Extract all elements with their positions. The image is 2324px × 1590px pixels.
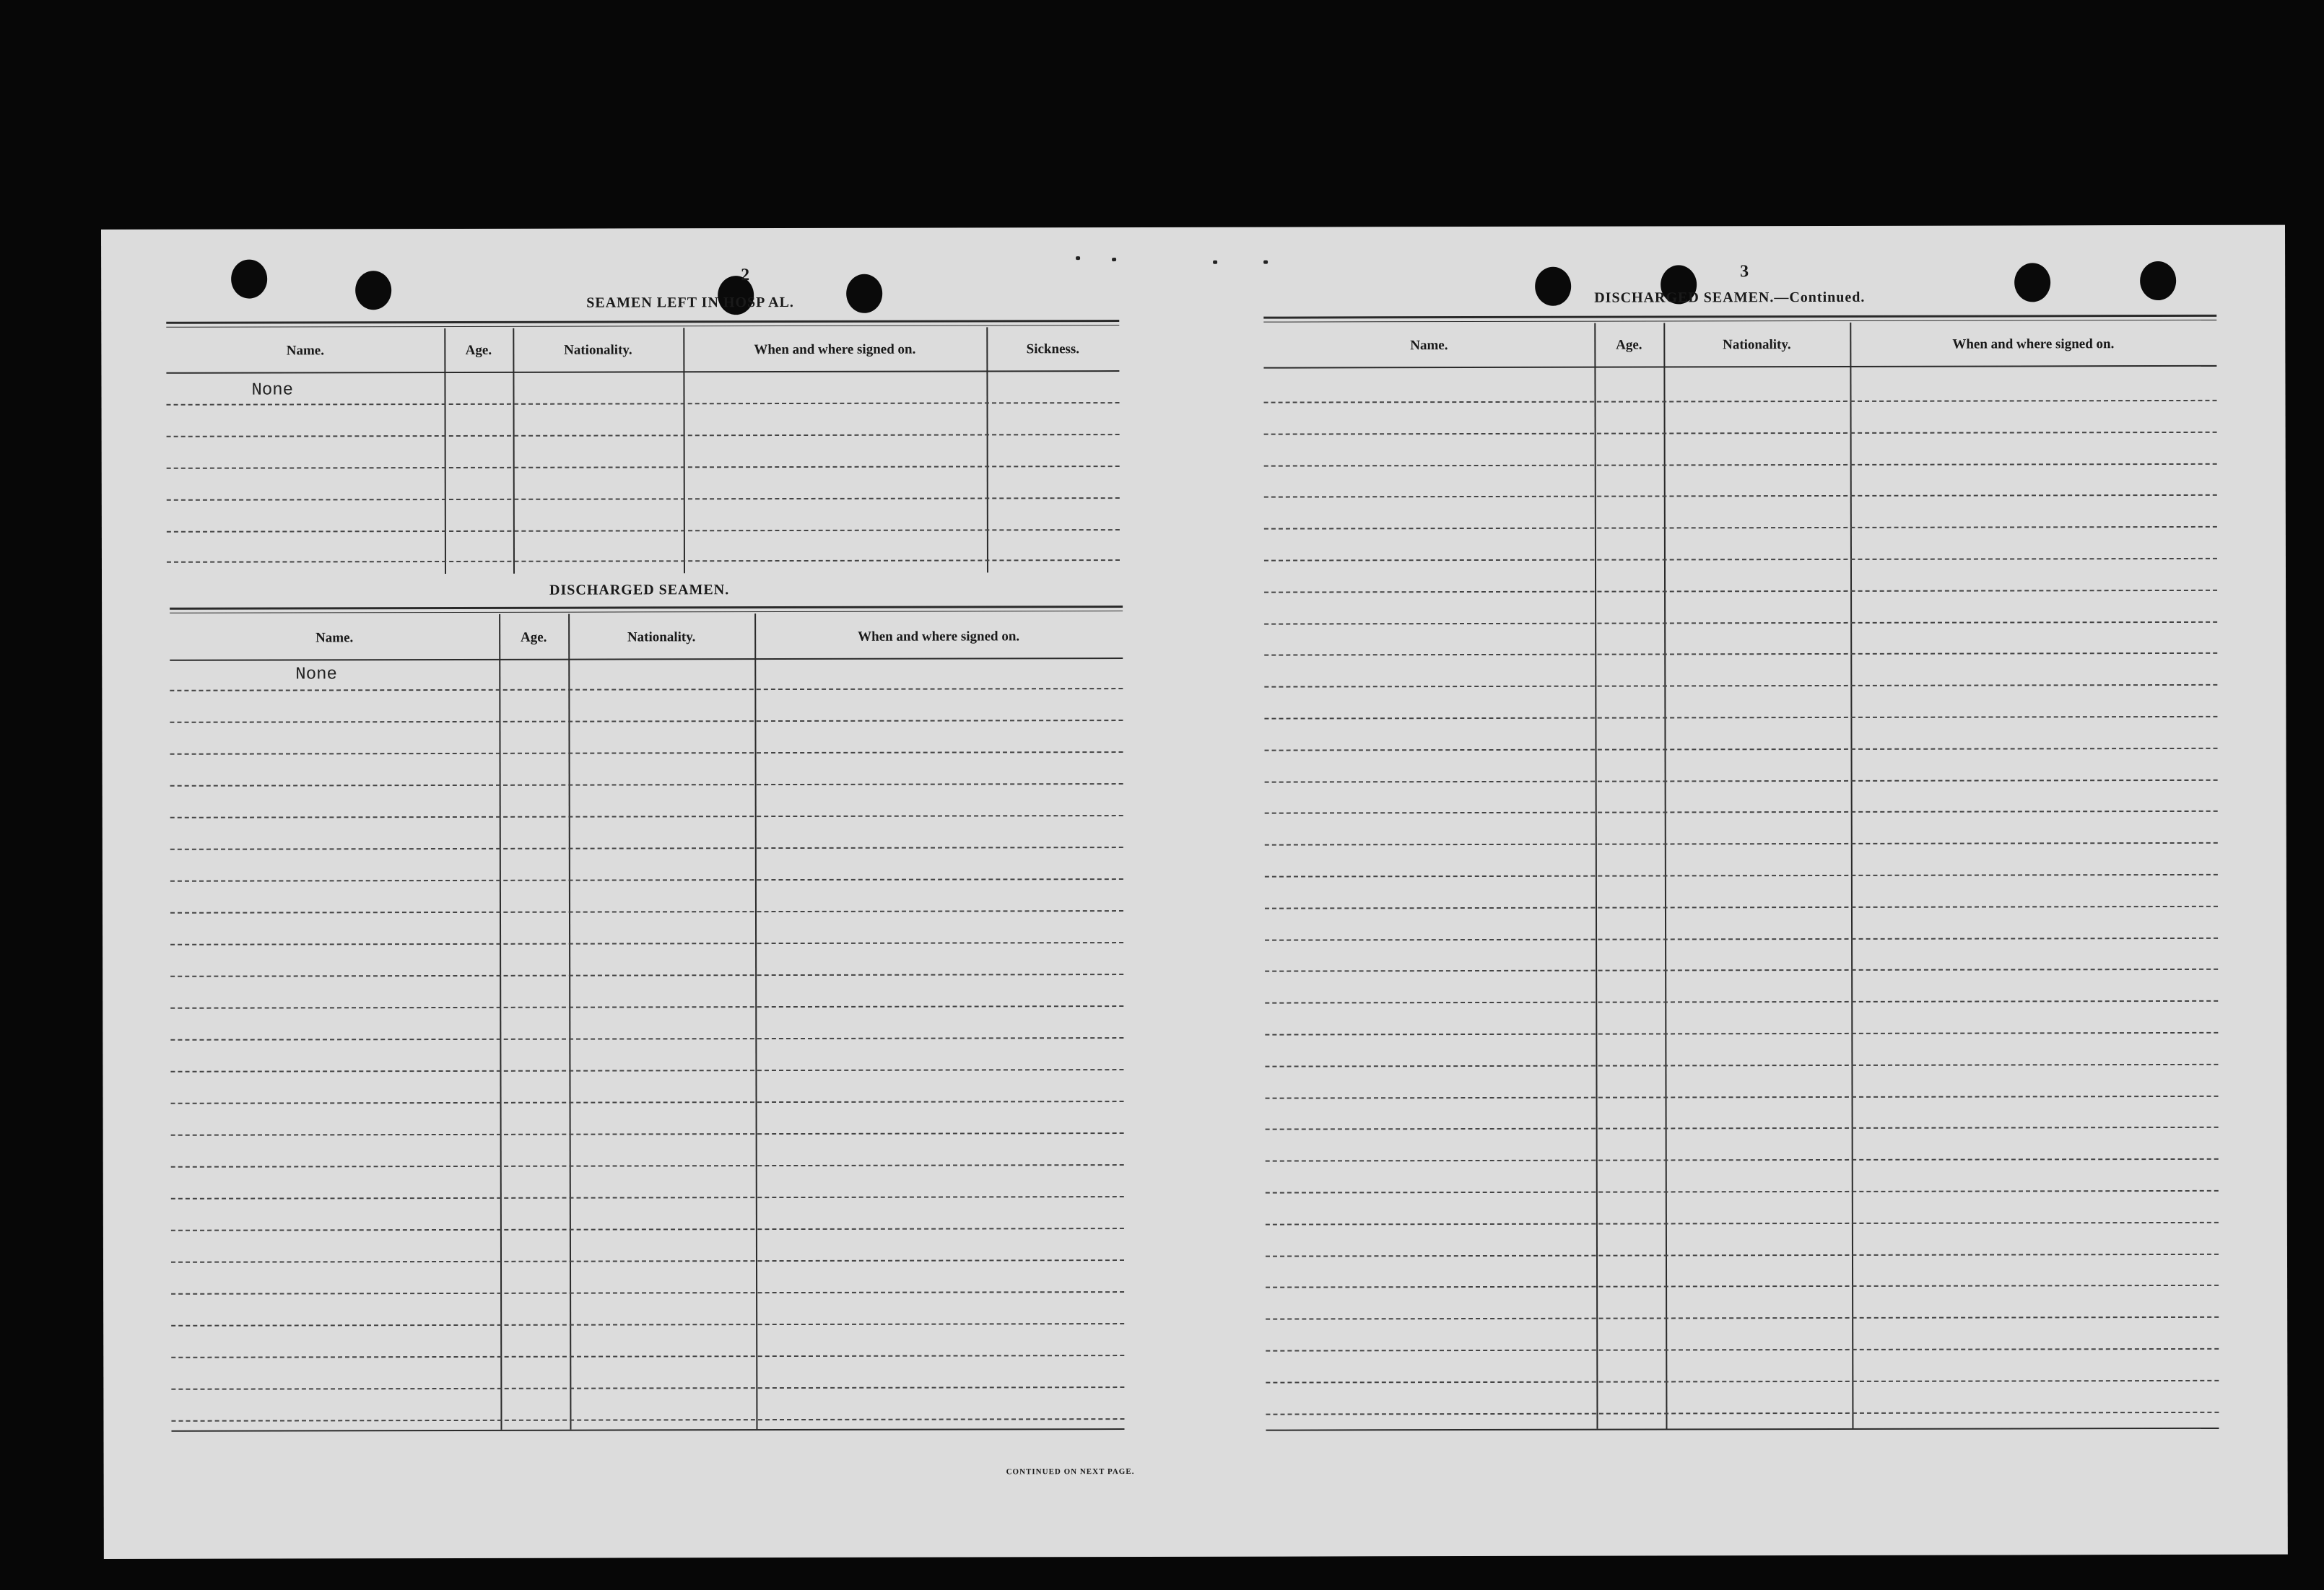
col-age: Age. — [465, 342, 492, 358]
discharged-top-rule — [170, 606, 1123, 610]
row-line — [171, 1228, 1124, 1231]
row-line — [1266, 1158, 2219, 1162]
col-nationality: Nationality. — [627, 629, 696, 645]
row-line — [1266, 1253, 2219, 1257]
row-line — [1265, 906, 2218, 909]
page-number: 3 — [1740, 262, 1749, 281]
row-line — [1264, 526, 2217, 530]
row-line — [167, 402, 1120, 406]
right-page — [1263, 225, 2212, 1557]
col-divider — [568, 614, 571, 1430]
discharged-entry: None — [295, 665, 337, 685]
manifest-sheet — [101, 225, 2288, 1559]
row-line — [1266, 1380, 2219, 1384]
row-line — [170, 783, 1123, 787]
row-line — [170, 942, 1123, 945]
row-line — [1264, 621, 2217, 624]
row-line — [170, 974, 1123, 977]
hospital-entry: None — [251, 380, 294, 401]
discharged-continued-title: DISCHARGED SEAMEN.—Continued. — [1594, 289, 1866, 306]
col-name: Name. — [1410, 338, 1448, 354]
col-sickness: Sickness. — [1026, 341, 1080, 357]
hospital-section-title: SEAMEN LEFT IN HOSP AL. — [586, 294, 794, 311]
row-line — [1264, 590, 2217, 593]
row-line — [1265, 748, 2218, 751]
row-line — [171, 1196, 1124, 1200]
row-line — [1266, 1095, 2219, 1098]
row-line — [1264, 494, 2217, 498]
row-line — [1264, 558, 2217, 562]
col-signed-on: When and where signed on. — [754, 341, 916, 358]
hospital-top-rule — [166, 320, 1119, 324]
row-line — [1265, 842, 2218, 846]
row-line — [1266, 1127, 2219, 1130]
row-line — [1266, 1411, 2219, 1415]
row-line — [170, 878, 1123, 882]
row-line — [1266, 1285, 2219, 1288]
col-nationality: Nationality. — [1723, 337, 1791, 353]
row-line — [1265, 874, 2218, 878]
row-line — [1265, 937, 2218, 940]
row-line — [1265, 969, 2218, 972]
row-line — [170, 910, 1123, 914]
col-divider — [499, 614, 502, 1430]
row-line — [1264, 716, 2217, 720]
row-line — [1266, 1190, 2219, 1194]
discharged-section-title: DISCHARGED SEAMEN. — [549, 582, 730, 598]
row-line — [170, 1069, 1123, 1073]
row-line — [1265, 1064, 2218, 1067]
row-line — [171, 1132, 1124, 1136]
row-line — [171, 1355, 1124, 1358]
row-line — [171, 1101, 1124, 1104]
row-line — [1265, 811, 2218, 814]
row-line — [171, 1164, 1124, 1168]
row-line — [1264, 400, 2217, 403]
row-line — [1266, 1348, 2219, 1352]
row-line — [171, 1418, 1124, 1422]
discharged-continued-table — [1263, 322, 2219, 1430]
right-top-rule — [1263, 315, 2216, 319]
row-line — [171, 1386, 1124, 1390]
continued-note: CONTINUED ON NEXT PAGE. — [1006, 1467, 1135, 1477]
row-line — [1264, 684, 2217, 688]
row-line — [1264, 463, 2217, 466]
page-number: 2 — [741, 266, 750, 285]
row-line — [170, 847, 1123, 850]
row-line — [1264, 652, 2217, 656]
col-name: Name. — [286, 343, 324, 359]
col-name: Name. — [315, 630, 354, 646]
row-line — [1265, 1000, 2218, 1004]
row-line — [171, 1259, 1124, 1263]
table-bottom-rule — [171, 1428, 1124, 1432]
row-line — [171, 1323, 1124, 1327]
row-line — [1264, 432, 2217, 435]
row-line — [167, 559, 1120, 563]
col-nationality: Nationality. — [564, 342, 632, 358]
row-line — [170, 815, 1123, 818]
row-line — [170, 751, 1123, 755]
row-line — [167, 466, 1120, 469]
row-line — [170, 1037, 1123, 1041]
row-line — [1266, 1316, 2219, 1320]
table-bottom-rule — [1266, 1428, 2219, 1431]
row-line — [167, 497, 1120, 501]
row-line — [170, 688, 1123, 691]
discharged-table — [170, 613, 1124, 1430]
row-line — [1266, 1222, 2219, 1226]
col-age: Age. — [520, 629, 547, 645]
row-line — [167, 434, 1120, 437]
col-age: Age. — [1616, 337, 1642, 353]
col-signed-on: When and where signed on. — [858, 629, 1020, 645]
hospital-table — [166, 327, 1120, 575]
left-page — [166, 227, 1245, 1559]
col-signed-on: When and where signed on. — [1952, 336, 2115, 352]
row-line — [1265, 1032, 2218, 1036]
row-line — [1265, 779, 2218, 782]
row-line — [170, 1005, 1123, 1009]
row-line — [171, 1291, 1124, 1295]
row-line — [167, 529, 1120, 533]
col-divider — [754, 613, 757, 1429]
row-line — [170, 720, 1123, 723]
